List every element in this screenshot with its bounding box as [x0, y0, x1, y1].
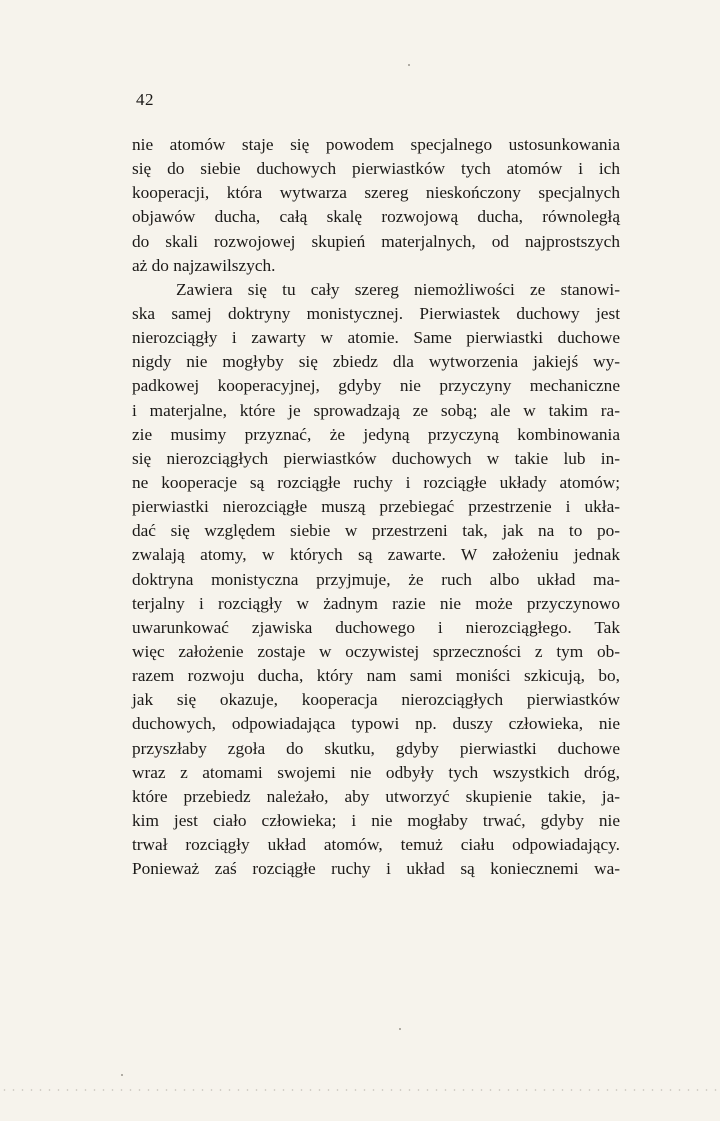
text-line-26: przyszłaby zgoła do skutku, gdyby pierwiastki duchowe — [132, 738, 620, 758]
text-line-19: doktryna monistyczna przyjmuje, że ruch albo układ ma- — [132, 569, 620, 589]
text-line-2: się do siebie duchowych pierwiastków tych atomów i ich — [132, 159, 620, 179]
body-text — [132, 133, 620, 881]
text-line-1: nie atomów staje się powodem specjalnego ustosunkowania — [132, 135, 620, 154]
text-line-21: uwarunkować zjawiska duchowego i nierozciągłego. Tak — [132, 617, 620, 637]
text-line-11: padkowej kooperacyjnej, gdyby nie przyczyny mechaniczne — [132, 376, 620, 396]
text-line-6: aż do najzawilszych. — [132, 255, 276, 275]
text-line-24: jak się okazuje, kooperacja nierozciągłych pierwiastków — [132, 690, 620, 710]
text-line-15: ne kooperacje są rozciągłe ruchy i rozciągłe układy atomów; — [132, 472, 620, 492]
scan-edge-dots — [0, 1088, 720, 1092]
text-line-10: nigdy nie mogłyby się zbiedz dla wytworzenia jakiejś wy- — [132, 352, 620, 372]
text-line-3: kooperacji, która wytwarza szereg nieskończony specjalnych — [132, 183, 620, 203]
page-number: 42 — [136, 90, 154, 109]
text-line-25: duchowych, odpowiadająca typowi np. duszy człowieka, nie — [132, 714, 620, 734]
text-line-4: objawów ducha, całą skalę rozwojową ducha, równoległą — [132, 207, 620, 227]
text-line-5: do skali rozwojowej skupień materjalnych, od najprostszych — [132, 231, 620, 251]
text-line-18: zwalają atomy, w których są zawarte. W założeniu jednak — [132, 545, 620, 565]
text-line-12: i materjalne, które je sprowadzają ze sobą; ale w takim ra- — [132, 400, 620, 420]
text-line-29: kim jest ciało człowieka; i nie mogłaby trwać, gdyby nie — [132, 810, 620, 830]
text-line-27: wraz z atomami swojemi nie odbyły tych wszystkich dróg, — [132, 762, 620, 782]
text-line-13: zie musimy przyznać, że jedyną przyczyną kombinowania — [132, 424, 620, 444]
text-line-22: więc założenie zostaje w oczywistej sprzeczności z tym ob- — [132, 641, 620, 661]
text-line-14: się nierozciągłych pierwiastków duchowych w takie lub in- — [132, 448, 620, 468]
text-line-23: razem rozwoju ducha, który nam sami moniści szkicują, bo, — [132, 666, 620, 686]
scan-speck — [408, 64, 410, 66]
text-line-9: nierozciągły i zawarty w atomie. Same pierwiastki duchowe — [132, 328, 620, 348]
text-line-20: terjalny i rozciągły w żadnym razie nie może przyczynowo — [132, 593, 620, 613]
scan-speck — [399, 1028, 401, 1030]
text-line-30: trwał rozciągły układ atomów, temuż ciału odpowiadający. — [132, 835, 620, 855]
text-line-16: pierwiastki nierozciągłe muszą przebiegać przestrzenie i ukła- — [132, 497, 620, 517]
text-line-31: Ponieważ zaś rozciągłe ruchy i układ są koniecznemi wa- — [132, 859, 620, 879]
text-line-17: dać się względem siebie w przestrzeni tak, jak na to po- — [132, 521, 620, 541]
scan-speck — [121, 1074, 123, 1076]
text-line-8: ska samej doktryny monistycznej. Pierwiastek duchowy jest — [132, 303, 620, 323]
text-line-7: Zawiera się tu cały szereg niemożliwości ze stanowi- — [176, 279, 620, 299]
text-line-28: które przebiedz należało, aby utworzyć skupienie takie, ja- — [132, 786, 620, 806]
